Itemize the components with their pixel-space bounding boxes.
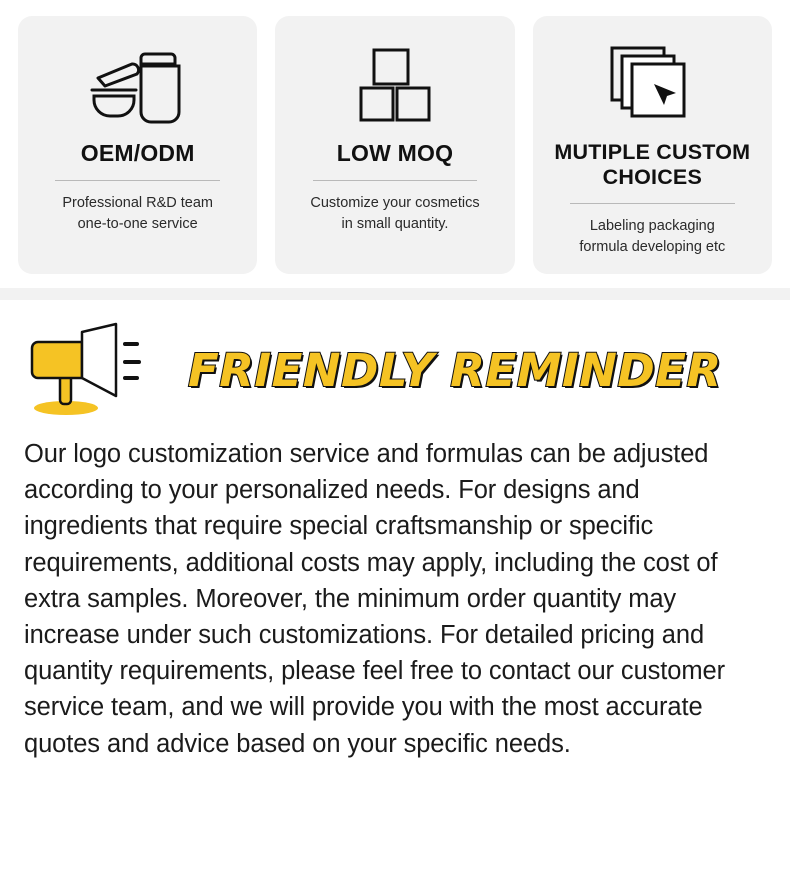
feature-description-line1: Labeling packaging [589,218,715,234]
feature-description-line2: one-to-one service [77,216,198,233]
feature-title: LOW MOQ [336,140,454,166]
feature-title: MUTIPLE CUSTOM CHOICES [554,140,751,189]
features-row [0,0,790,274]
feature-description [62,193,213,235]
multiple-choices-icon [596,34,708,138]
feature-description-line1: Professional R&D team [62,195,214,212]
feature-title: OEM/ODM [80,140,195,166]
feature-description-line2: formula developing etc [579,239,726,256]
reminder-header [24,322,766,418]
feature-description [579,216,725,258]
cosmetic-tube-icon [82,34,194,138]
feature-description [310,193,479,235]
reminder-title: FRIENDLY REMINDER [188,343,722,397]
feature-card-multiple-custom-choices [533,16,772,274]
feature-card-oem-odm [18,16,257,274]
divider [313,180,478,181]
reminder-body-text: Our logo customization service and formulas can be adjusted according to your personalized needs. For designs and ingredients that require special craftsmanship or specific requirements, additional costs may apply, including the cost of extra samples. Moreover, the minimum order quantity may increase under such customizations. For detailed pricing and quantity requirements, please feel free to contact our customer service team, and we will provide you with the most accurate quotes and advice based on your specific needs. [24,440,725,758]
divider [570,203,735,204]
feature-description-line1: Customize your cosmetics [310,195,480,212]
section-separator [0,288,790,300]
feature-description-line2: in small quantity. [341,216,449,233]
divider [55,180,220,181]
friendly-reminder-section [0,300,790,762]
boxes-icon [339,34,451,138]
feature-card-low-moq [275,16,514,274]
megaphone-icon [24,322,174,418]
